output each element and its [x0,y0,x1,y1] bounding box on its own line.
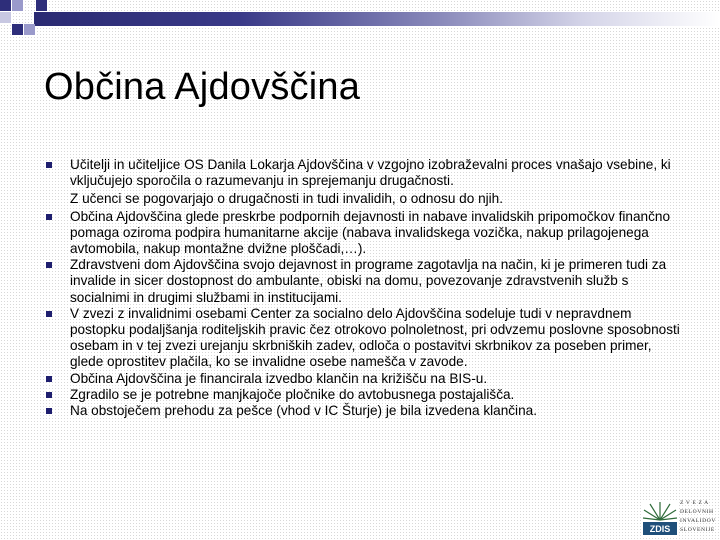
bullet-item [46,403,686,419]
decor-square [0,0,11,11]
square-bullet-icon [46,311,52,317]
bullet-item [46,257,686,306]
bullet-item [46,371,686,387]
bullet-text: Zdravstveni dom Ajdovščina svojo dejavnost in programe zagotavlja na način, ki je primeren tudi za invalide in sicer dostopnost do ambulante, obiski na domu, povezovanje zdravstvenih služb s socialnimi in drugimi službami in institucijami. [70,257,667,305]
slide-title: Občina Ajdovščina [44,66,361,108]
logo-line: DELOVNIH [680,509,714,515]
square-bullet-icon [46,408,52,414]
bullet-text: Na obstoječem prehodu za pešce (vhod v IC Šturje) je bila izvedena klančina. [70,403,537,419]
decor-square [36,0,47,11]
logo-wordmark [680,499,718,535]
square-bullet-icon [46,214,52,220]
decor-square [0,12,11,23]
square-bullet-icon [46,392,52,398]
bullet-text: Občina Ajdovščina glede preskrbe podpornih dejavnosti in nabave invalidskih pripomočkov finančno pomaga oziroma podpira humanitarne akcije (nabava invalidskega vozička, nakup prilagojenega avtomobila, nakup montažne dvižne ploščadi,…). [70,208,671,257]
bullet-continuation: Z učenci se pogovarjajo o drugačnosti in tudi invalidih, o odnosu do njih. [70,191,504,207]
square-bullet-icon [46,376,52,382]
logo-line: INVALIDOV [680,518,717,524]
bullet-item [46,306,686,371]
bullet-content [46,157,686,419]
bullet-item [46,387,686,403]
square-bullet-icon [46,162,52,168]
bullet-text: V zvezi z invalidnimi osebami Center za socialno delo Ajdovščina sodeluje tudi v nepravdnem postopku podaljšanja roditeljskih pravic čez otrokovo polnoletnost, pri odvzemu poslovne sposobnosti osebam in v tej zvezi urejanju skrbniških zadev, odloča o postavitvi skrbnikov za poseben primer, glede oprostitev plačila, ko se invalidne osebe namešča v zavode. [70,305,680,370]
bullet-item [46,157,686,208]
decor-square [12,0,23,11]
header-gradient-bar [34,12,720,26]
zdis-emblem-icon [642,500,678,536]
logo-line: Z V E Z A [680,500,709,506]
bullet-text: Zgradilo se je potrebne manjkajoče pločnike do avtobusnega postajališča. [70,386,515,402]
bullet-text: Občina Ajdovščina je financirala izvedbo klančin na križišču na BIS-u. [70,370,488,386]
bullet-text: Učitelji in učiteljice OS Danila Lokarja Ajdovščina v vzgojno izobraževalni proces vnašajo vsebine, ki vključujejo sporočila o razumevanju in sprejemanju drugačnosti. [70,157,671,189]
decor-square [24,24,35,35]
logo-line: SLOVENIJE [680,527,715,533]
bullet-list [46,157,686,419]
decor-square [12,24,23,35]
logo-emblem-text: ZDIS [649,524,671,534]
bullet-item [46,209,686,258]
square-bullet-icon [46,262,52,268]
zdis-logo [642,498,718,538]
